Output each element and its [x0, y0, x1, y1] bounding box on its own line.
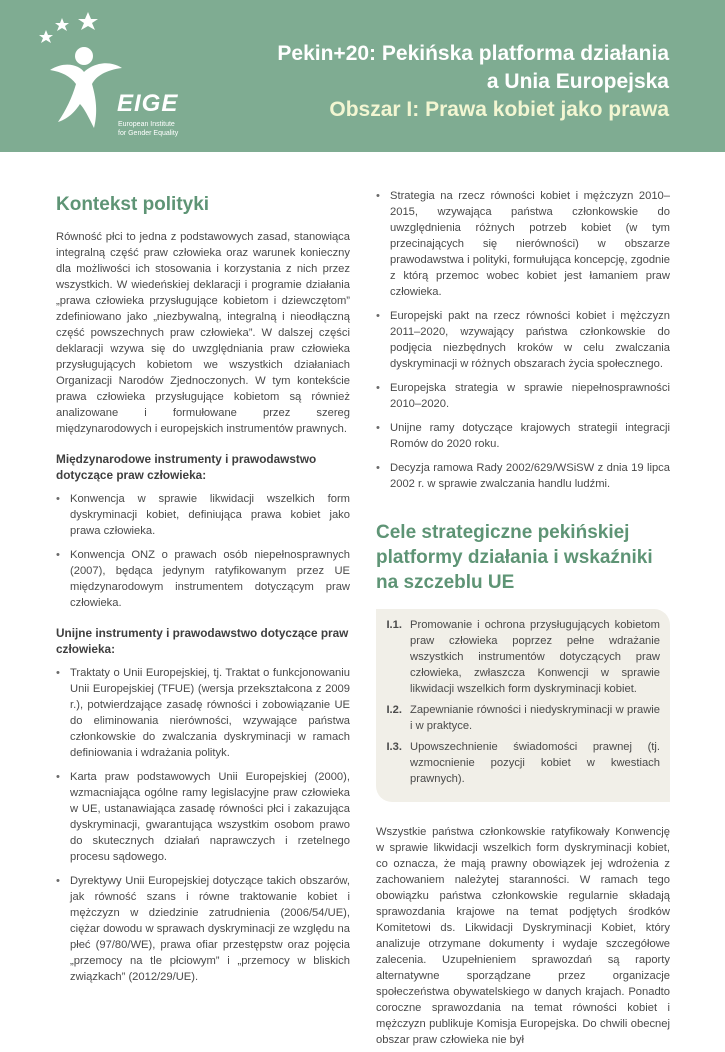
objective-row	[380, 617, 660, 697]
title-line-2: a Unia Europejska	[486, 70, 669, 93]
list-item: • Europejska strategia w sprawie niepełnosprawności 2010–2020.	[376, 380, 670, 412]
list-item: • Konwencja w sprawie likwidacji wszelkich form dyskryminacji kobiet, definiująca prawa kobiet jako prawa człowieka.	[56, 491, 350, 539]
list-item: • Europejski pakt na rzecz równości kobiet i mężczyzn 2011–2020, wzywający państwa członkowskie do podjęcia niezbędnych kroków w celu zwalczania dyskryminacji w różnych obszarach życia społecznego.	[376, 308, 670, 372]
objective-row	[380, 739, 660, 787]
list-item: • Konwencja ONZ o prawach osób niepełnosprawnych (2007), będąca jedynym ratyfikowanym przez UE międzynarodowym instrumentem dotyczącym praw człowieka.	[56, 547, 350, 611]
intl-instruments-heading: Międzynarodowe instrumenty i prawodawstwo dotyczące praw człowieka:	[56, 452, 317, 482]
list-item: • Dyrektywy Unii Europejskiej dotyczące takich obszarów, jak równość szans i równe traktowanie kobiet i mężczyzn w dziedzinie zatrudnienia (2006/54/UE), ciężar dowodu w sprawach dyskryminacji ze względu na płeć (97/80/WE), prawa ofiar przestępstw oraz pojęcia „przemocy na tle płciowym” i „przemocy w bliskich związkach” (2012/29/UE).	[56, 873, 350, 985]
eu-instruments-heading: Unijne instrumenty i prawodawstwo dotyczące praw człowieka:	[56, 626, 349, 656]
logo-subtitle	[118, 121, 198, 138]
objective-number: I.1.	[386, 619, 402, 631]
list-item: • Unijne ramy dotyczące krajowych strategii integracji Romów do 2020 roku.	[376, 420, 670, 452]
objective-number: I.3.	[386, 741, 402, 753]
eige-logo[interactable]	[36, 12, 186, 142]
list-item: • Traktaty o Unii Europejskiej, tj. Traktat o funkcjonowaniu Unii Europejskiej (TFUE) (wersja przekształcona z 2009 r.), potwierdzające zasadę równości i zobowiązanie UE do eliminowania nierówności, wzywające państwa członkowskie do zwalczania dyskryminacji w ramach definiowania i wdrażania polityk.	[56, 665, 350, 761]
logo-sub-line1: European Institute	[118, 121, 175, 128]
eu-strategies-list	[376, 188, 670, 492]
objective-text: Upowszechnienie świadomości prawnej (tj. wzmocnienie pozycji kobiet w kwestiach prawnych).	[410, 741, 660, 785]
objectives-heading: Cele strategiczne pekińskiej platformy działania i wskaźniki na szczeblu UE	[376, 522, 653, 593]
closing-paragraph: Wszystkie państwa członkowskie ratyfikowały Konwencję w sprawie likwidacji wszelkich form dyskryminacji kobiet, co oznacza, że mają prawny obowiązek jej wdrożenia z zachowaniem należytej staranności. W ramach tego obowiązku państwa członkowskie regularnie składają sprawozdania krajowe na temat podjętych środków Komitetowi ds. Likwidacji Dyskryminacji Kobiet, który analizuje otrzymane dokumenty i wydaje szczegółowe zalecenia. Uzupełnieniem sprawozdań są raporty alternatywne sporządzane przez organizacje społeczeństwa obywatelskiego w danych krajach. Ponadto coroczne sprawozdania na temat równości kobiet i mężczyzn publikuje Komisja Europejska. Do chwili obecnej obszar praw człowieka nie był	[376, 826, 670, 1046]
header-band	[0, 0, 725, 152]
objectives-box	[376, 609, 670, 802]
objective-row	[380, 702, 660, 734]
policy-context-intro: Równość płci to jedna z podstawowych zasad, stanowiąca integralną część praw człowieka oraz warunek konieczny dla możliwości ich stosowania i korzystania z nich przez wszystkich. W wiedeńskiej deklaracji i programie działania „prawa człowieka przysługujące kobietom i dziewczętom” zdefiniowano jako „niezbywalną, integralną i nieodłączną część powszechnych praw człowieka”. W dalszej części deklaracji wzywa się do uwzględniania praw człowieka przysługujących kobietom we wszystkich działaniach Organizacji Narodów Zjednoczonych. W tym kontekście prawa człowieka przysługujące kobietom są również analizowane i formułowane przez szereg międzynarodowych i europejskich instrumentów prawnych.	[56, 231, 350, 435]
policy-context-heading: Kontekst polityki	[56, 194, 210, 215]
logo-eige-text: EIGE	[117, 90, 179, 117]
intl-instruments-list	[56, 491, 350, 611]
title-line-1: Pekin+20: Pekińska platforma działania	[277, 42, 669, 65]
title-line-3: Obszar I: Prawa kobiet jako prawa	[329, 98, 669, 121]
list-item: • Strategia na rzecz równości kobiet i mężczyzn 2010–2015, wzywająca państwa członkowskie do uwzględnienia różnych potrzeb kobiet (w tym przecinających się nierówności) w obszarze prawodawstwa i polityki, formułująca koncepcję, zgodnie z którą przemoc wobec kobiet jest łamaniem praw człowieka.	[376, 188, 670, 300]
objective-number: I.2.	[386, 704, 402, 716]
left-column	[56, 192, 350, 993]
logo-sub-line2: for Gender Equality	[118, 129, 179, 137]
page-title	[277, 40, 669, 124]
right-column	[376, 188, 670, 1052]
objective-text: Zapewnianie równości i niedyskryminacji w prawie i w praktyce.	[410, 704, 660, 732]
eu-instruments-list	[56, 665, 350, 985]
objective-text: Promowanie i ochrona przysługujących kobietom praw człowieka poprzez pełne wdrażanie wszystkich instrumentów dotyczących praw człowieka, zwłaszcza Konwencji w sprawie likwidacji wszelkich form dyskryminacji kobiet.	[410, 619, 660, 695]
list-item: • Decyzja ramowa Rady 2002/629/WSiSW z dnia 19 lipca 2002 r. w sprawie zwalczania handlu ludźmi.	[376, 460, 670, 492]
list-item: • Karta praw podstawowych Unii Europejskiej (2000), wzmacniająca ogólne ramy legislacyjne praw człowieka w UE, ustanawiająca zasadę równości płci i zakazująca dyskryminacji, gwarantująca wszystkim osobom prawo do skutecznych działań naprawczych i rzetelnego procesu sądowego.	[56, 769, 350, 865]
